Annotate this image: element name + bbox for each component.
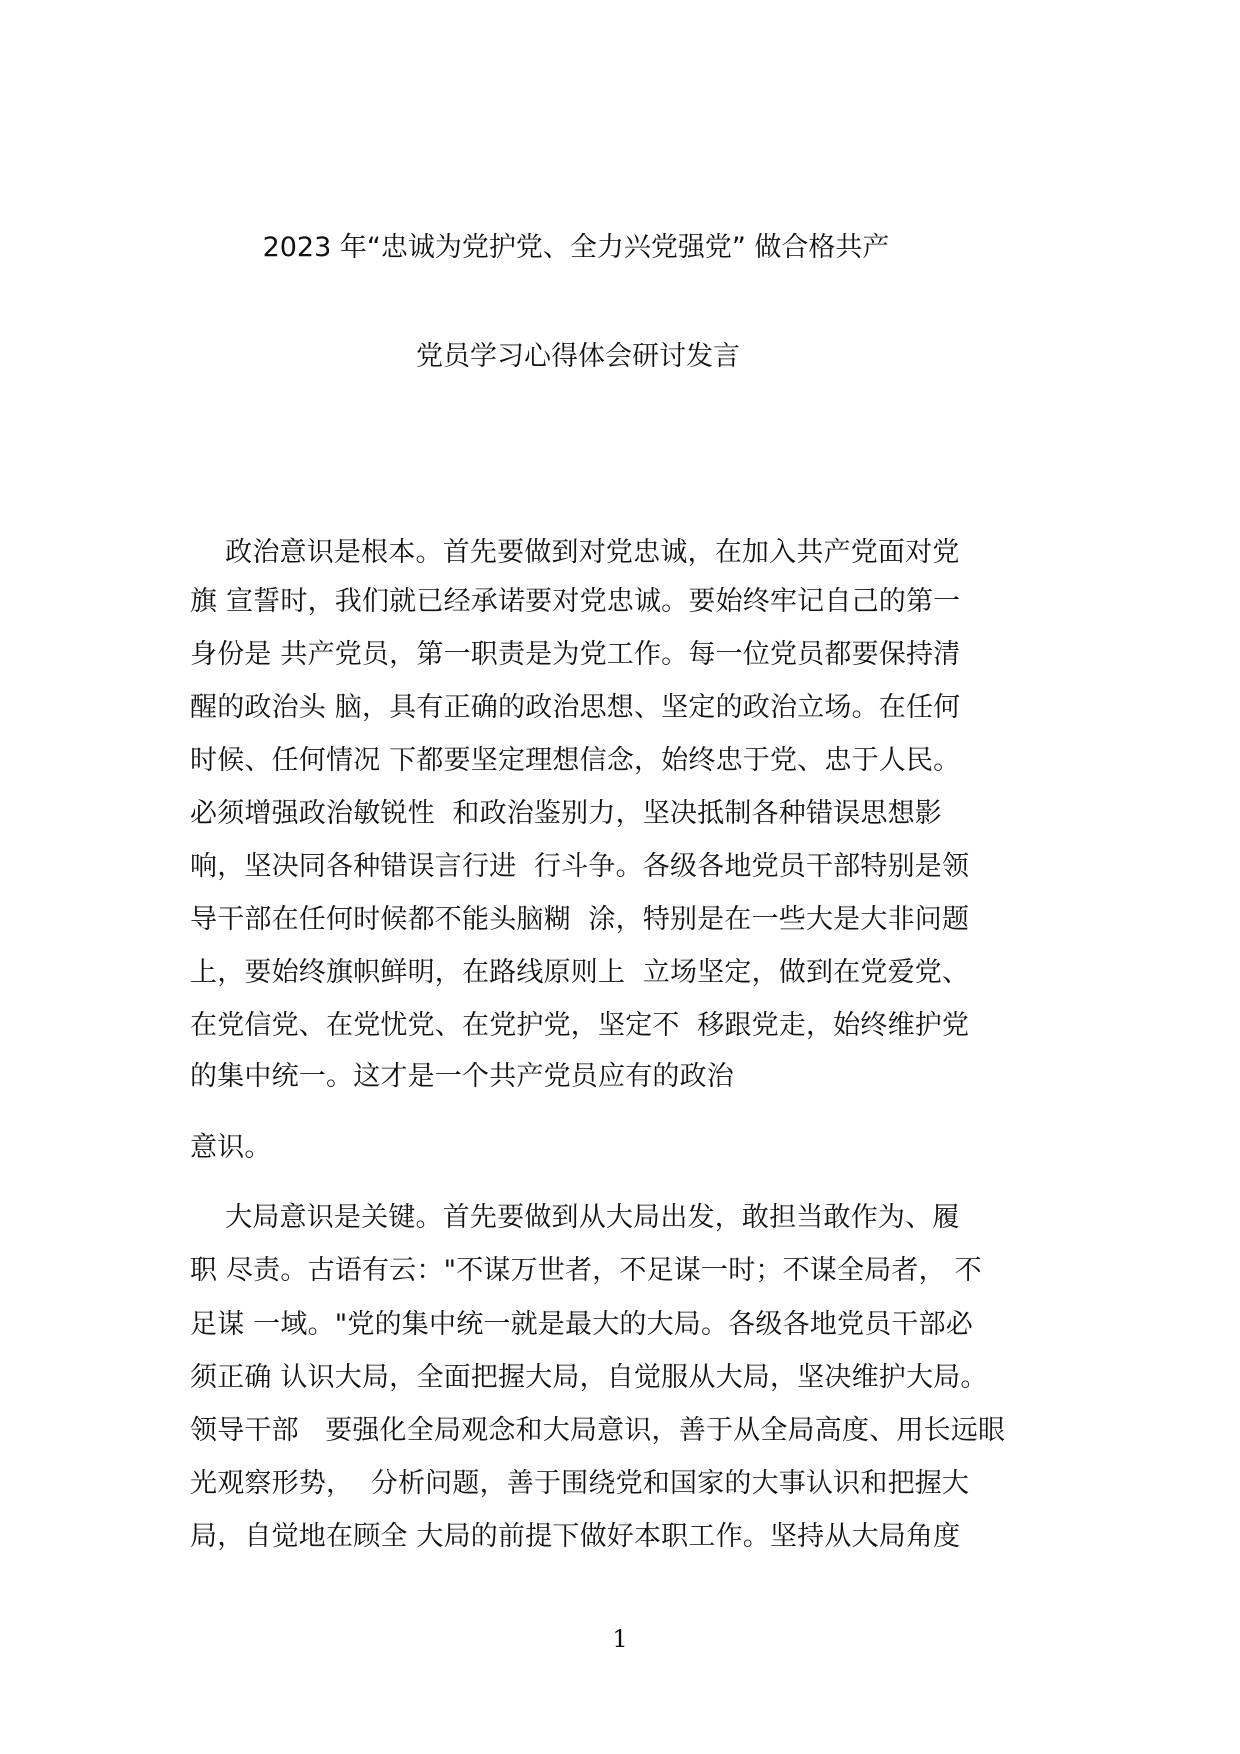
body-text-line: 时候、任何情况 下都要坚定理想信念，始终忠于党、忠于人民。 (190, 745, 961, 776)
body-text-line: 上，要始终旗帜鲜明，在路线原则上 立场坚定，做到在党爱党、 (190, 957, 970, 988)
body-text-line: 大局意识是关键。首先要做到从大局出发，敢担当敢作为、履 (190, 1202, 960, 1233)
body-text-line: 意识。 (190, 1132, 272, 1163)
body-text-line: 必须增强政治敏锐性 和政治鉴别力，坚决抵制各种错误思想影 (190, 798, 942, 829)
body-text-line: 旗 宣誓时，我们就已经承诺要对党忠诚。要始终牢记自己的第一 (190, 586, 961, 617)
body-text-line: 的集中统一。这才是一个共产党员应有的政治 (190, 1061, 734, 1092)
body-text-line: 导干部在任何时候都不能头脑糊 涂，特别是在一些大是大非问题 (190, 904, 970, 935)
body-text-line: 响，坚决同各种错误言行进 行斗争。各级各地党员干部特别是领 (190, 851, 970, 882)
body-text-line: 足谋 一域。"党的集中统一就是最大的大局。各级各地党员干部必 (190, 1309, 974, 1340)
body-text-line: 领导干部 要强化全局观念和大局意识，善于从全局高度、用长远眼 (190, 1415, 1006, 1446)
body-text-line: 职 尽责。古语有云："不谋万世者，不足谋一时；不谋全局者， 不 (190, 1255, 982, 1286)
body-text-line: 政治意识是根本。首先要做到对党忠诚，在加入共产党面对党 (190, 537, 960, 568)
page-number: 1 (612, 1625, 628, 1653)
body-text-line: 在党信党、在党忧党、在党护党，坚定不 移跟党走，始终维护党 (190, 1010, 970, 1041)
body-text-line: 须正确 认识大局，全面把握大局，自觉服从大局，坚决维护大局。 (190, 1362, 988, 1393)
body-text-line: 醒的政治头 脑，具有正确的政治思想、坚定的政治立场。在任何 (190, 692, 961, 723)
document-title-line-2: 党员学习心得体会研讨发言 (416, 341, 740, 372)
document-title-line-1: 2023 年“忠诚为党护党、全力兴党强党” 做合格共产 (262, 232, 890, 263)
body-text-line: 局，自觉地在顾全 大局的前提下做好本职工作。坚持从大局角度 (190, 1521, 961, 1552)
body-text-line: 光观察形势， 分析问题，善于围绕党和国家的大事认识和把握大 (190, 1468, 970, 1499)
body-text-line: 身份是 共产党员，第一职责是为党工作。每一位党员都要保持清 (190, 639, 961, 670)
